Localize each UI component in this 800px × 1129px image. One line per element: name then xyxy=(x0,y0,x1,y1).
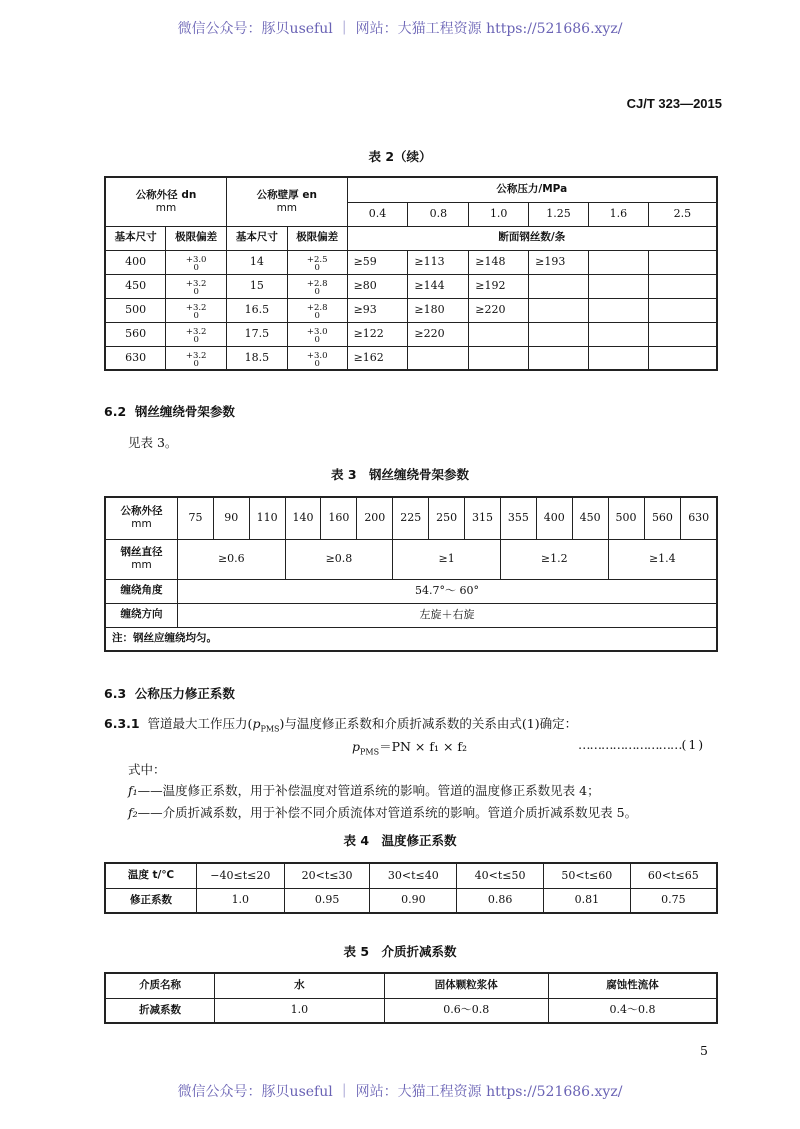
table-row: 500 +3.2 0 16.5 +2.8 0 ≥93 ≥180 ≥220 xyxy=(105,298,717,322)
table-row: 450 +3.2 0 15 +2.8 0 ≥80 ≥144 ≥192 xyxy=(105,274,717,298)
t5-medium-label: 介质名称 xyxy=(105,973,215,998)
pressure-1-6: 1.6 xyxy=(588,202,648,226)
table5-caption: 表 5 介质折减系数 xyxy=(343,944,457,959)
table2-caption: 表 2（续） xyxy=(368,149,432,164)
page-number: 5 xyxy=(700,1043,708,1058)
pressure-0-8: 0.8 xyxy=(408,202,469,226)
table5: 介质名称 水 固体颗粒浆体 腐蚀性流体 折减系数 1.0 0.6～0.8 0.4～0.8 xyxy=(104,972,718,1024)
pressure-0-4: 0.4 xyxy=(347,202,408,226)
watermark-bottom: 微信公众号：豚贝useful ｜ 网站：大猫工程资源 https://521686.xyz/ xyxy=(177,1084,623,1100)
where-label: 式中： xyxy=(128,762,166,777)
header-wire-count: 断面钢丝数/条 xyxy=(347,226,717,250)
section-6-2-heading: 6.2 钢丝缠绕骨架参数 xyxy=(104,404,235,419)
formula-number: ………………………( 1 ) xyxy=(578,737,703,752)
table-row: 400 +3.0 0 14 +2.5 0 ≥59 ≥113 ≥148 ≥193 xyxy=(105,250,717,274)
watermark-top: 微信公众号：豚贝useful ｜ 网站：大猫工程资源 https://521686.xyz/ xyxy=(177,21,623,37)
section-6-2-text: 见表 3。 xyxy=(128,435,178,450)
standard-number: CJ/T 323—2015 xyxy=(626,96,722,111)
formula-1: $p_{PMS}=PN \times f_1 \times f_2$ xyxy=(352,739,468,757)
t3-note: 注：钢丝应缠绕均匀。 xyxy=(105,627,717,651)
pressure-1-0: 1.0 xyxy=(469,202,529,226)
t4-coefficient-label: 修正系数 xyxy=(105,888,196,913)
table-row: 630 +3.2 0 18.5 +3.0 0 ≥162 xyxy=(105,346,717,370)
t3-label-angle: 缠绕角度 xyxy=(105,579,178,603)
header-nominal-pressure: 公称压力/MPa xyxy=(347,177,717,202)
section-6-3-heading: 6.3 公称压力修正系数 xyxy=(104,686,235,701)
t3-label-direction: 缠绕方向 xyxy=(105,603,178,627)
pressure-1-25: 1.25 xyxy=(529,202,589,226)
clause-6-3-1: 6.3.1 管道最大工作压力$(p_{PMS})$与温度修正系数和介质折减系数的关系由式(1)确定： xyxy=(104,716,578,734)
table3: 公称外径 mm 75 90 110 140 160 200 225 250 315 355 400 450 500 560 630 钢丝直径 mm ≥0.6 ≥0.8 ≥1 ≥1.2 ≥1.4 缠绕角度 54.7°～ 60° 缠绕方向 左旋＋右旋 注：钢丝应缠绕均匀。 xyxy=(104,496,718,652)
f2-definition: f₂——介质折减系数，用于补偿不同介质流体对管道系统的影响。管道介质折减系数见表 5。 xyxy=(128,805,638,820)
f1-definition: f₁——温度修正系数，用于补偿温度对管道系统的影响。管道的温度修正系数见表 4； xyxy=(128,783,600,798)
header-limit-deviation-2: 极限偏差 xyxy=(287,226,347,250)
header-outer-diameter: 公称外径 dn mm xyxy=(105,177,227,226)
pressure-2-5: 2.5 xyxy=(648,202,717,226)
header-limit-deviation-1: 极限偏差 xyxy=(166,226,227,250)
table4: 温度 t/℃ −40≤t≤20 20<t≤30 30<t≤40 40<t≤50 50<t≤60 60<t≤65 修正系数 1.0 0.95 0.90 0.86 0.81 0.75 xyxy=(104,862,718,914)
table-row: 560 +3.2 0 17.5 +3.0 0 ≥122 ≥220 xyxy=(105,322,717,346)
header-wall-thickness: 公称壁厚 en mm xyxy=(227,177,348,226)
t5-factor-label: 折减系数 xyxy=(105,998,215,1023)
table2 xyxy=(104,176,718,371)
table3-caption: 表 3 钢丝缠绕骨架参数 xyxy=(330,467,470,482)
table4-caption: 表 4 温度修正系数 xyxy=(343,833,457,848)
t4-temperature-label: 温度 t/℃ xyxy=(105,863,196,888)
header-basic-size-2: 基本尺寸 xyxy=(227,226,288,250)
header-basic-size-1: 基本尺寸 xyxy=(105,226,166,250)
t3-label-outer-diameter: 公称外径 mm xyxy=(105,497,178,539)
t3-label-wire-diameter: 钢丝直径 mm xyxy=(105,539,178,579)
